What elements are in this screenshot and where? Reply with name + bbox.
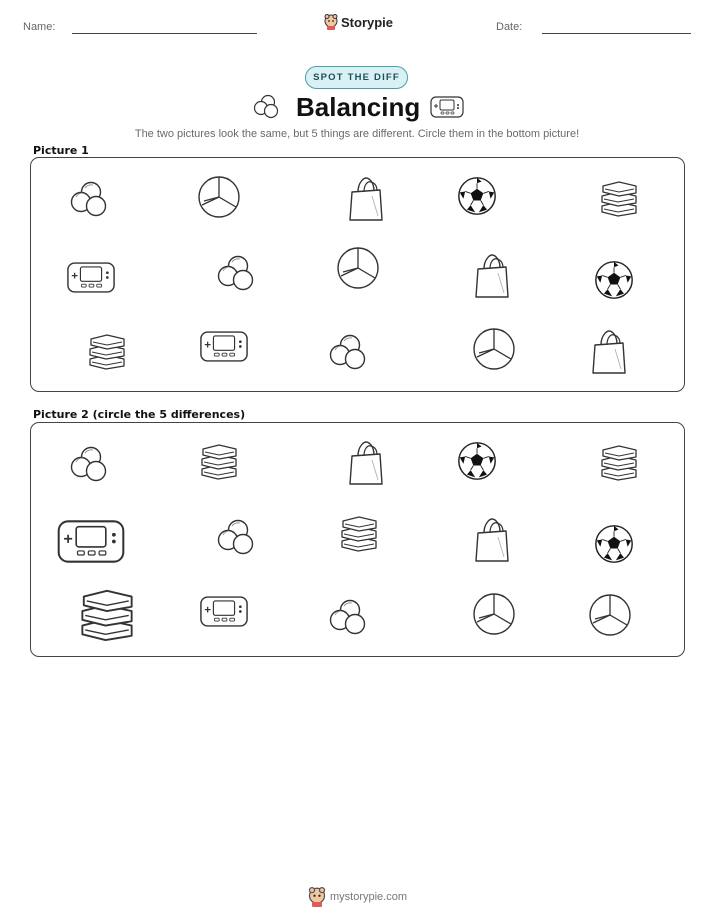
picture1-balls-icon[interactable] [217, 254, 257, 292]
picture1-books-icon[interactable] [598, 178, 640, 218]
instructions: The two pictures look the same, but 5 things are different. Circle them in the bottom picture! [134, 128, 580, 140]
picture1-pie-icon[interactable] [197, 175, 241, 219]
picture2-console-icon[interactable] [56, 518, 126, 565]
footer-url: mystorypie.com [330, 891, 408, 903]
picture1-bag-icon[interactable] [348, 176, 384, 222]
picture2-balls-icon[interactable] [70, 445, 110, 483]
picture2-bag-icon[interactable] [348, 440, 384, 486]
picture1-bag-icon[interactable] [474, 253, 510, 299]
picture1-console-icon[interactable] [66, 261, 116, 294]
picture2-pie-icon[interactable] [472, 592, 516, 636]
picture1-balls-icon[interactable] [329, 333, 369, 371]
picture2-balls-icon[interactable] [217, 518, 257, 556]
picture2-books-icon[interactable] [198, 441, 240, 481]
name-label: Name: [23, 21, 56, 33]
picture1-soccer-icon[interactable] [457, 176, 497, 216]
game-console-icon [430, 96, 464, 118]
storypie-mascot-icon [324, 14, 338, 30]
spot-the-diff-badge: SPOT THE DIFF [305, 66, 408, 89]
brand-name: Storypie [341, 14, 394, 30]
name-line[interactable] [72, 33, 257, 34]
picture2-console-icon[interactable] [199, 595, 249, 628]
date-label: Date: [496, 21, 523, 33]
storypie-mascot-icon [308, 887, 326, 907]
picture1-soccer-icon[interactable] [594, 260, 634, 300]
picture2-soccer-icon[interactable] [594, 524, 634, 564]
balls-icon [252, 93, 282, 119]
picture1-pie-icon[interactable] [336, 246, 380, 290]
picture2-label: Picture 2 (circle the 5 differences) [33, 408, 246, 421]
picture1-pie-icon[interactable] [472, 327, 516, 371]
brand-logo [324, 12, 394, 32]
footer [308, 886, 418, 908]
picture2-books-icon[interactable] [76, 585, 138, 643]
picture1-bag-icon[interactable] [591, 329, 627, 375]
picture1-balls-icon[interactable] [70, 180, 110, 218]
picture2-books-icon[interactable] [337, 513, 381, 553]
picture2-balls-icon[interactable] [329, 598, 369, 636]
picture2-bag-icon[interactable] [474, 517, 510, 563]
page-title: Balancing [296, 92, 421, 122]
picture2-soccer-icon[interactable] [457, 441, 497, 481]
picture1-label: Picture 1 [33, 144, 89, 157]
picture2-books-icon[interactable] [598, 442, 640, 482]
picture1-books-icon[interactable] [86, 331, 128, 371]
picture1-console-icon[interactable] [199, 330, 249, 363]
date-line[interactable] [542, 33, 691, 34]
picture2-pie-icon[interactable] [588, 593, 632, 637]
